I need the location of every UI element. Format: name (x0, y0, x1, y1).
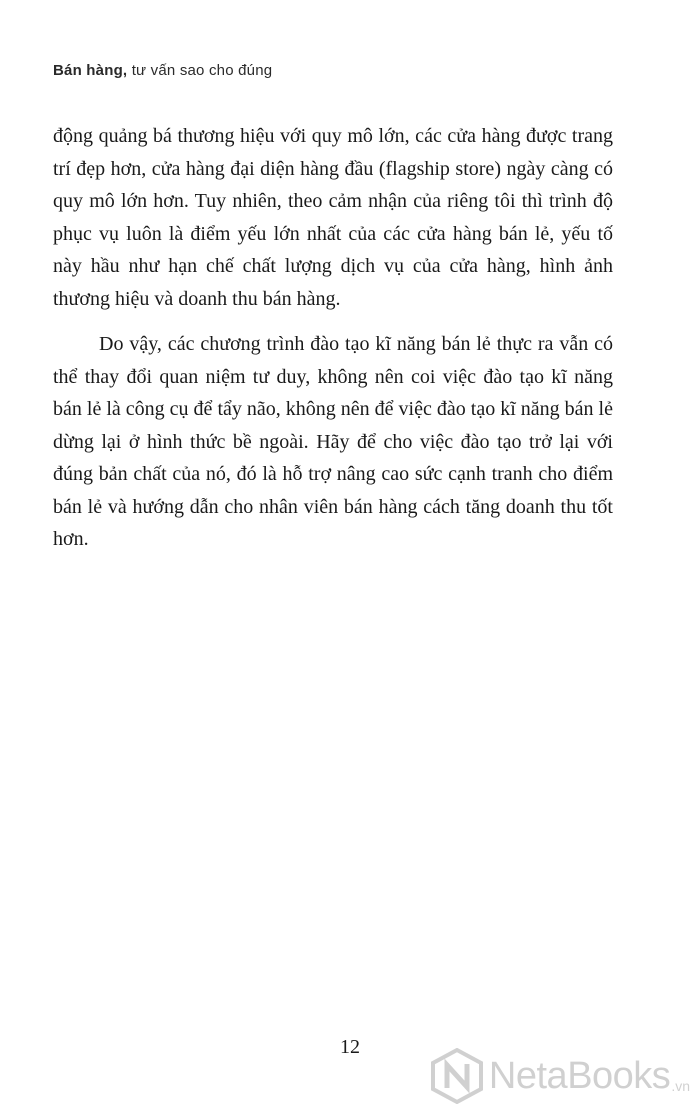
watermark-suffix: .vn (671, 1078, 690, 1094)
chapter-title: tư vấn sao cho đúng (131, 62, 273, 79)
paragraph-1: động quảng bá thương hiệu với quy mô lớn, các cửa hàng được trang trí đẹp hơn, cửa hàng đại diện hàng đầu (flagship store) ngày càng có quy mô lớn hơn. Tuy nhiên, theo cảm nhận của riêng tôi thì trình độ phục vụ luôn là điểm yếu lớn nhất của các cửa hàng bán lẻ, yếu tố này hầu như hạn chế chất lượng dịch vụ của cửa hàng, hình ảnh thương hiệu và doanh thu bán hàng. (53, 125, 613, 310)
watermark (431, 1048, 690, 1104)
page-number: 12 (340, 1036, 360, 1058)
body-text (53, 120, 613, 556)
book-title: Bán hàng, (53, 62, 128, 79)
running-header (53, 62, 272, 79)
watermark-name: NetaBooks (488, 1054, 671, 1097)
paragraph-2: Do vậy, các chương trình đào tạo kĩ năng bán lẻ thực ra vẫn có thể thay đổi quan niệm tư duy, không nên coi việc đào tạo kĩ năng bán lẻ là công cụ để tẩy não, không nên để việc đào tạo kĩ năng bán lẻ dừng lại ở hình thức bề ngoài. Hãy để cho việc đào tạo trở lại với đúng bản chất của nó, đó là hỗ trợ nâng cao sức cạnh tranh cho điểm bán lẻ và hướng dẫn cho nhân viên bán hàng cách tăng doanh thu tốt hơn. (53, 333, 613, 550)
netabooks-logo-icon (431, 1048, 483, 1104)
